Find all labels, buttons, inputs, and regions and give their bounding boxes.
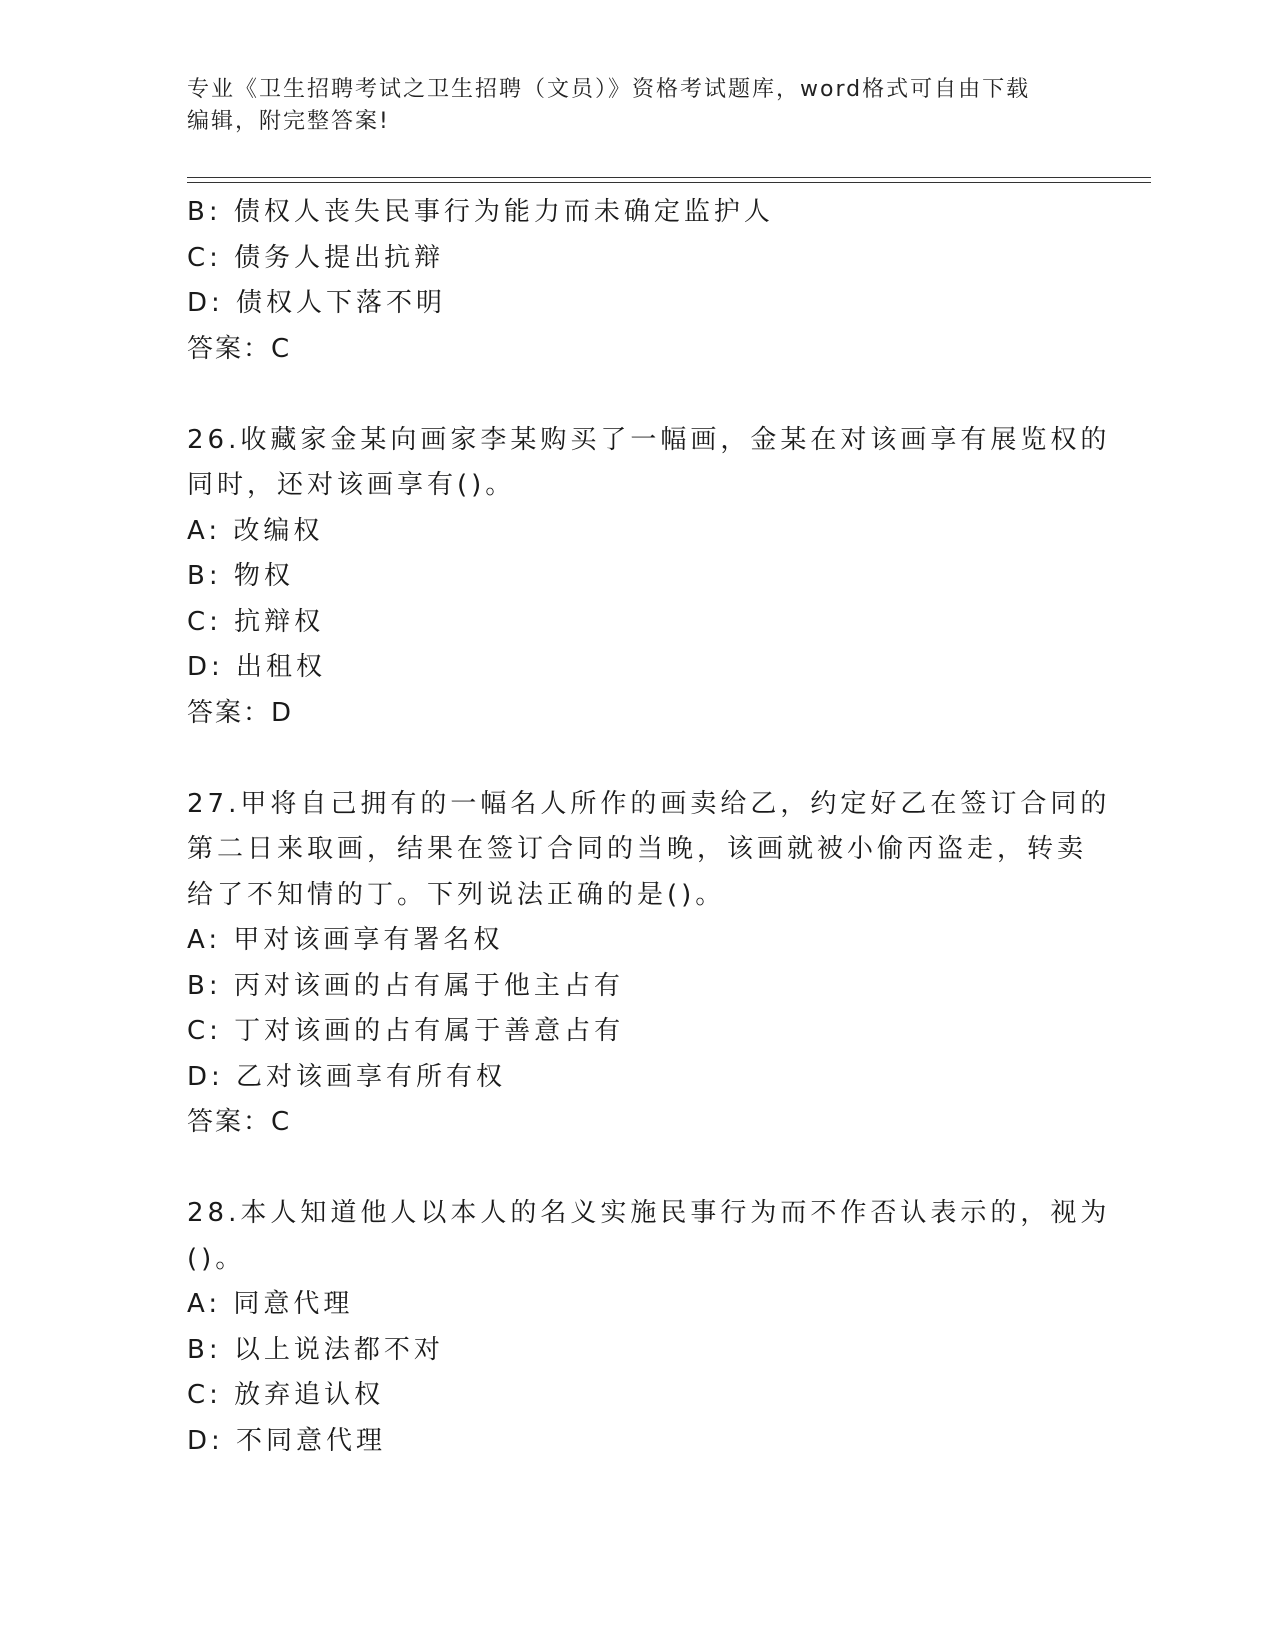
question-stem-line: 28.本人知道他人以本人的名义实施民事行为而不作否认表示的，视为 (187, 1198, 1111, 1228)
option-b: B: 以上说法都不对 (187, 1334, 444, 1365)
spacer (187, 736, 1087, 782)
answer-line: 答案：C (187, 1107, 292, 1137)
option-d: D: 乙对该画享有所有权 (187, 1061, 507, 1092)
question-stem-line: 26.收藏家金某向画家李某购买了一幅画，金某在对该画享有展览权的 (187, 424, 1111, 455)
option-c: C: 抗辩权 (187, 606, 325, 637)
spacer (187, 1146, 1087, 1192)
question-28 (187, 1191, 1111, 1464)
question-stem-line: ()。 (187, 1243, 246, 1274)
option-c: C: 放弃追认权 (187, 1380, 385, 1410)
document-header (187, 74, 1087, 138)
header-line-2: 编辑，附完整答案! (187, 109, 390, 134)
option-c: C: 债务人提出抗辩 (187, 242, 445, 273)
header-line-1: 专业《卫生招聘考试之卫生招聘（文员）》资格考试题库，word格式可自由下载 (187, 77, 1031, 102)
question-stem-line: 第二日来取画，结果在签订合同的当晚，该画就被小偷丙盗走，转卖 (187, 834, 1088, 864)
question-27 (187, 782, 1111, 1146)
question-stem-line: 27.甲将自己拥有的一幅名人所作的画卖给乙，约定好乙在签订合同的 (187, 788, 1111, 819)
header-divider-bottom (187, 182, 1151, 183)
option-d: D: 出租权 (187, 652, 327, 682)
option-b: B: 债权人丧失民事行为能力而未确定监护人 (187, 197, 774, 227)
question-25-tail (187, 190, 1087, 372)
spacer (187, 372, 1087, 418)
option-b: B: 物权 (187, 561, 294, 591)
question-stem-line: 同时，还对该画享有()。 (187, 470, 516, 500)
header-divider-top (187, 177, 1151, 178)
option-d: D: 债权人下落不明 (187, 288, 447, 318)
option-b: B: 丙对该画的占有属于他主占有 (187, 970, 624, 1001)
question-26 (187, 418, 1111, 737)
answer-line: 答案：D (187, 697, 294, 728)
option-d: D: 不同意代理 (187, 1425, 387, 1456)
option-a: A: 甲对该画享有署名权 (187, 925, 504, 955)
option-c: C: 丁对该画的占有属于善意占有 (187, 1016, 625, 1046)
question-content (187, 190, 1111, 1464)
option-a: A: 改编权 (187, 515, 324, 546)
answer-line: 答案：C (187, 333, 292, 364)
question-stem-line: 给了不知情的丁。下列说法正确的是()。 (187, 879, 726, 910)
option-a: A: 同意代理 (187, 1289, 354, 1319)
